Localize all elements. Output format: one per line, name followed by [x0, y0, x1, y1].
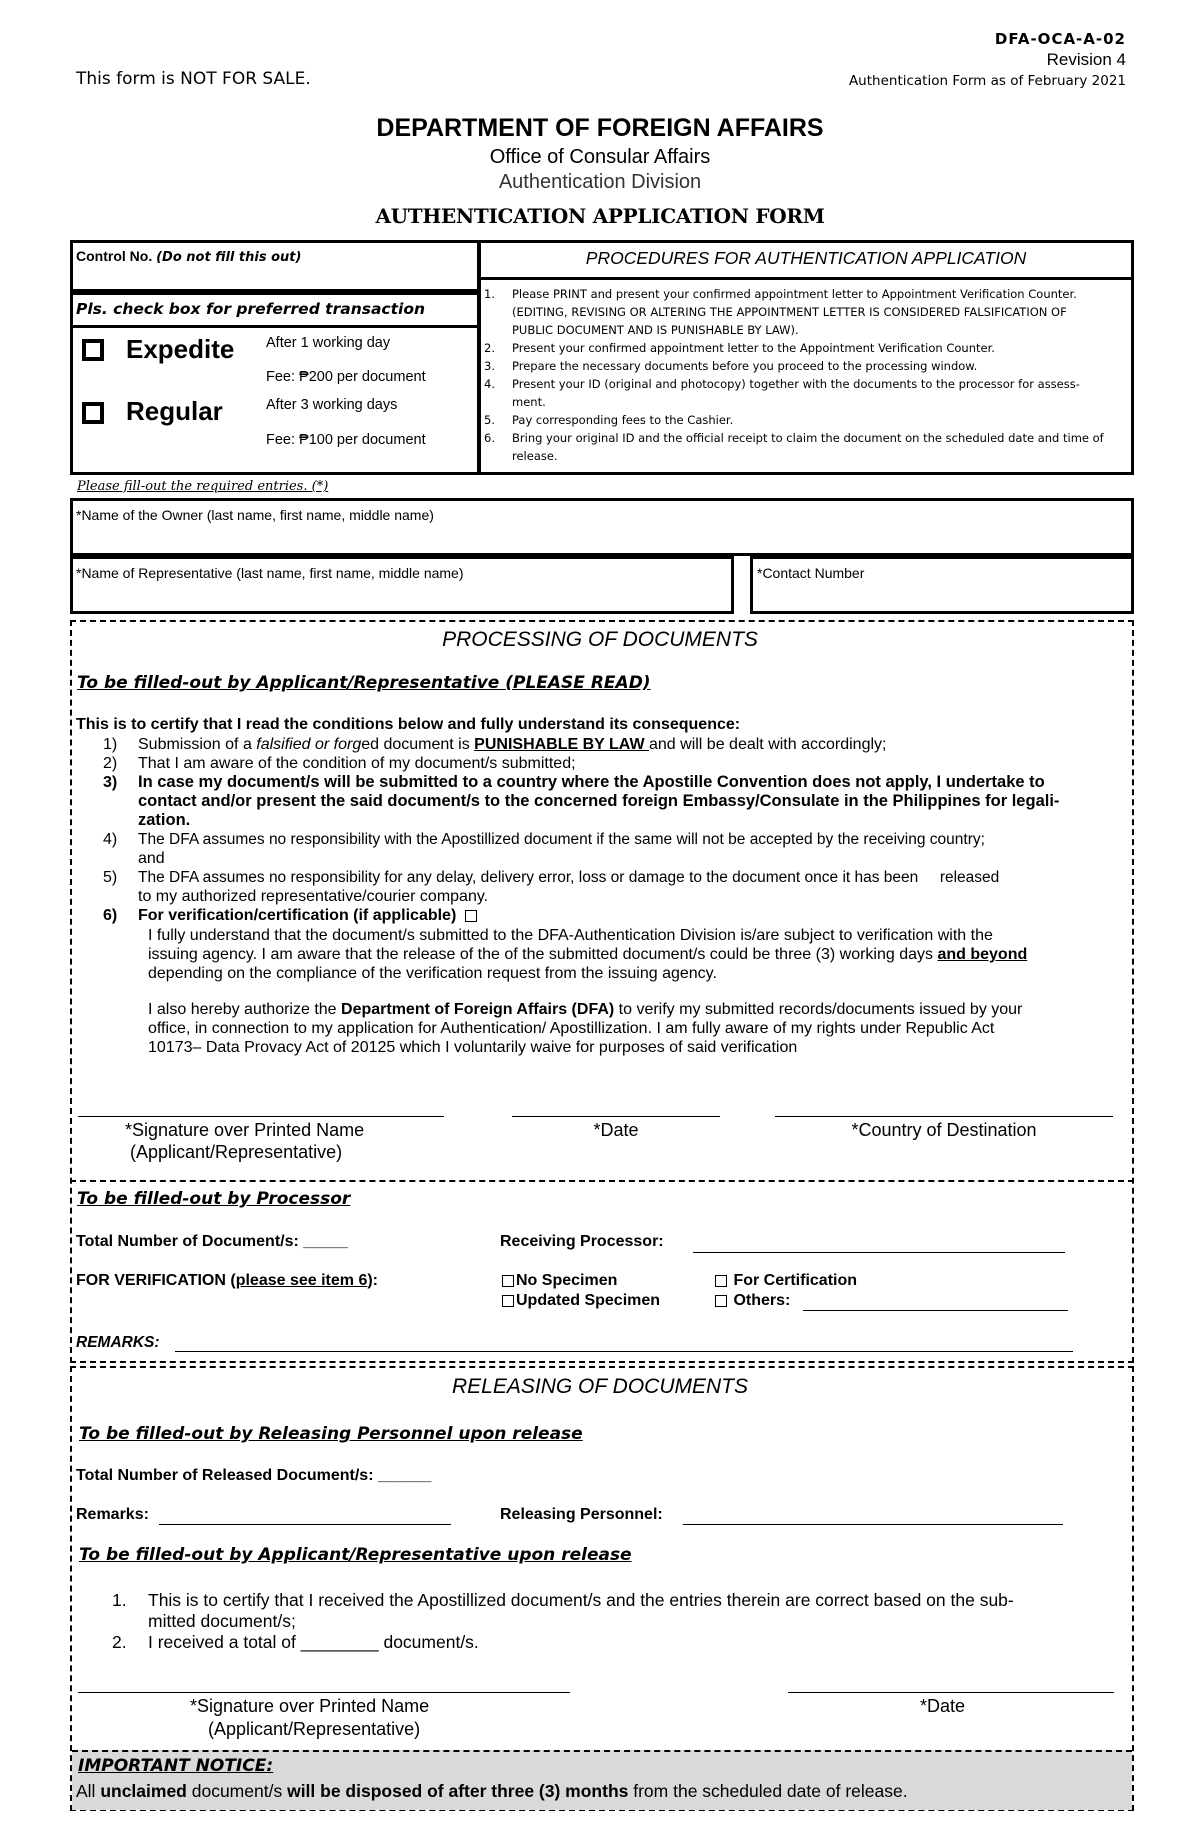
notice-text: All unclaimed document/s will be disposed of after three (3) months from the scheduled date of release.: [76, 1781, 908, 1801]
release-signature-line[interactable]: [78, 1692, 570, 1693]
expedite-label: Expedite: [126, 334, 235, 364]
signature-sublabel: (Applicant/Representative): [130, 1142, 343, 1162]
condition-item-1: Submission of a falsified or forged document is PUNISHABLE BY LAW and will be dealt with accordingly;: [138, 736, 887, 753]
no-specimen-option[interactable]: No Specimen: [502, 1272, 617, 1290]
expedite-time: After 1 working day: [266, 335, 391, 351]
releasing-personnel-line[interactable]: [683, 1524, 1063, 1525]
release-item-2: I received a total of ________ document/s.: [148, 1632, 479, 1652]
date-line[interactable]: [512, 1116, 720, 1117]
procedure-step-4: ment.: [512, 395, 546, 409]
condition-item-4a: The DFA assumes no responsibility with the Apostillized document if the same will not be accepted by the receiving country;: [138, 831, 985, 848]
procedures-title: PROCEDURES FOR AUTHENTICATION APPLICATION: [585, 248, 1027, 268]
condition-item-6: For verification/certification (if applicable): [138, 906, 479, 925]
procedure-step-6: Bring your original ID and the official receipt to claim the document on the scheduled date and time of: [512, 431, 1104, 445]
updated-specimen-option[interactable]: Updated Specimen: [502, 1292, 660, 1310]
verification-para-2b: office, in connection to my application for Authentication/ Apostillization. I am fully aware of my rights under Republic Act: [148, 1020, 995, 1037]
release-item-number: 2.: [112, 1632, 127, 1652]
regular-fee: Fee: ₱100 per document: [266, 432, 426, 448]
releasing-personnel-header: To be filled-out by Releasing Personnel upon release: [79, 1424, 583, 1444]
release-signature-sublabel: (Applicant/Representative): [208, 1719, 421, 1739]
condition-item-4b: and: [138, 850, 165, 867]
regular-time: After 3 working days: [266, 397, 398, 413]
control-number-label: Control No. (Do not fill this out): [76, 248, 302, 265]
contact-number-label: *Contact Number: [757, 565, 865, 581]
certify-text: This is to certify that I read the conditions below and fully understand its consequence:: [76, 716, 741, 733]
remarks-line[interactable]: [175, 1351, 1073, 1352]
procedure-step-1: (EDITING, REVISING OR ALTERING THE APPOINTMENT LETTER IS CONSIDERED FALSIFICATION OF: [512, 305, 1067, 319]
item-number: 6): [103, 907, 118, 924]
verification-para-2a: I also hereby authorize the Department of Foreign Affairs (DFA) to verify my submitted records/documents issued by your: [148, 1001, 1023, 1018]
release-signature-label: *Signature over Printed Name: [190, 1696, 430, 1716]
procedure-number: 4.: [484, 377, 495, 391]
as-of-date: Authentication Form as of February 2021: [848, 73, 1126, 89]
remarks-label: REMARKS:: [76, 1334, 160, 1351]
check-label: Pls. check box for preferred transaction: [76, 300, 426, 318]
procedure-step-1: PUBLIC DOCUMENT AND IS PUNISHABLE BY LAW).: [512, 323, 799, 337]
release-applicant-header: To be filled-out by Applicant/Representative upon release: [79, 1545, 632, 1565]
updated-specimen-checkbox[interactable]: [502, 1295, 514, 1307]
no-specimen-checkbox[interactable]: [502, 1275, 514, 1287]
procedure-step-1: Please PRINT and present your confirmed appointment letter to Appointment Verification Counter.: [512, 287, 1077, 301]
regular-checkbox[interactable]: [82, 402, 104, 424]
applicant-header: To be filled-out by Applicant/Representative (PLEASE READ): [77, 673, 651, 693]
expedite-fee: Fee: ₱200 per document: [266, 369, 426, 385]
procedure-number: 3.: [484, 359, 495, 373]
not-for-sale: This form is NOT FOR SALE.: [76, 69, 311, 89]
release-item-1b: mitted document/s;: [148, 1611, 296, 1631]
processor-header: To be filled-out by Processor: [77, 1189, 351, 1209]
condition-item-3b: contact and/or present the said document/s to the concerned foreign Embassy/Consulate in the Philippines for legali-: [138, 792, 1060, 810]
others-checkbox[interactable]: [715, 1295, 727, 1307]
form-title: AUTHENTICATION APPLICATION FORM: [375, 204, 825, 228]
release-remarks-line[interactable]: [159, 1524, 451, 1525]
releasing-title: RELEASING OF DOCUMENTS: [452, 1375, 748, 1398]
verification-para-2c: 10173– Data Provacy Act of 20125 which I voluntarily waive for purposes of said verification: [148, 1039, 798, 1056]
others-line[interactable]: [803, 1310, 1068, 1311]
release-date-label: *Date: [920, 1696, 966, 1716]
receiving-processor-line[interactable]: [693, 1252, 1065, 1253]
verification-para-1b: issuing agency. I am aware that the release of the of the submitted document/s could be three (3) working days and beyond: [148, 946, 1028, 963]
release-date-line[interactable]: [788, 1692, 1114, 1693]
country-label: *Country of Destination: [851, 1120, 1037, 1140]
receiving-processor-label: Receiving Processor:: [500, 1233, 664, 1250]
condition-item-3c: zation.: [138, 811, 191, 829]
for-certification-checkbox[interactable]: [715, 1275, 727, 1287]
processing-title: PROCESSING OF DOCUMENTS: [442, 628, 758, 651]
item-number: 2): [103, 755, 118, 772]
revision: Revision 4: [1046, 50, 1126, 69]
procedure-step-3: Prepare the necessary documents before you proceed to the processing window.: [512, 359, 978, 373]
division-title: Authentication Division: [498, 171, 702, 193]
country-line[interactable]: [775, 1116, 1113, 1117]
release-remarks-label: Remarks:: [76, 1506, 149, 1523]
item-number: 5): [103, 869, 118, 886]
condition-item-3a: In case my document/s will be submitted to a country where the Apostille Convention does not apply, I undertake to: [138, 773, 1045, 791]
signature-line[interactable]: [78, 1116, 444, 1117]
procedure-number: 2.: [484, 341, 495, 355]
representative-name-label: *Name of Representative (last name, first name, middle name): [76, 565, 464, 581]
procedure-number: 1.: [484, 287, 495, 301]
procedure-step-2: Present your confirmed appointment letter to the Appointment Verification Counter.: [512, 341, 995, 355]
releasing-personnel-label: Releasing Personnel:: [500, 1506, 663, 1523]
department-title: DEPARTMENT OF FOREIGN AFFAIRS: [376, 114, 824, 142]
others-option[interactable]: Others:: [715, 1292, 790, 1310]
office-title: Office of Consular Affairs: [489, 146, 711, 168]
regular-label: Regular: [126, 396, 223, 426]
condition-item-2: That I am aware of the condition of my document/s submitted;: [138, 755, 576, 772]
for-certification-option[interactable]: For Certification: [715, 1272, 857, 1290]
procedure-number: 5.: [484, 413, 495, 427]
verification-para-1c: depending on the compliance of the verification request from the issuing agency.: [148, 965, 717, 982]
notice-title: IMPORTANT NOTICE:: [78, 1756, 274, 1776]
owner-name-label: *Name of the Owner (last name, first name, middle name): [76, 507, 434, 523]
form-code: DFA-OCA-A-02: [994, 30, 1126, 48]
procedure-number: 6.: [484, 431, 495, 445]
verification-checkbox[interactable]: [465, 910, 477, 922]
condition-item-5a: The DFA assumes no responsibility for any delay, delivery error, loss or damage to the document once it has been released: [138, 869, 1000, 886]
for-verification-label: FOR VERIFICATION (please see item 6):: [76, 1272, 378, 1289]
verification-para-1a: I fully understand that the document/s submitted to the DFA-Authentication Division is/are subject to verification with the: [148, 927, 993, 944]
release-item-number: 1.: [112, 1590, 127, 1610]
procedure-step-6: release.: [512, 449, 558, 463]
procedure-step-4: Present your ID (original and photocopy) together with the documents to the processor for assess-: [512, 377, 1080, 391]
signature-label: *Signature over Printed Name: [125, 1120, 365, 1140]
expedite-checkbox[interactable]: [82, 339, 104, 361]
item-number: 4): [103, 831, 118, 848]
condition-item-5b: to my authorized representative/courier company.: [138, 888, 489, 905]
released-total-field[interactable]: Total Number of Released Document/s: ______: [76, 1467, 432, 1484]
received-total-blank[interactable]: ________: [300, 1632, 379, 1652]
release-item-1a: This is to certify that I received the Apostillized document/s and the entries therein are correct based on the sub-: [148, 1590, 1014, 1610]
item-number: 3): [103, 774, 118, 791]
fill-note: Please fill-out the required entries. (*): [77, 479, 329, 494]
procedure-step-5: Pay corresponding fees to the Cashier.: [512, 413, 734, 427]
total-documents-field[interactable]: Total Number of Document/s: _____: [76, 1233, 348, 1250]
date-label: *Date: [593, 1120, 639, 1140]
item-number: 1): [103, 736, 118, 753]
